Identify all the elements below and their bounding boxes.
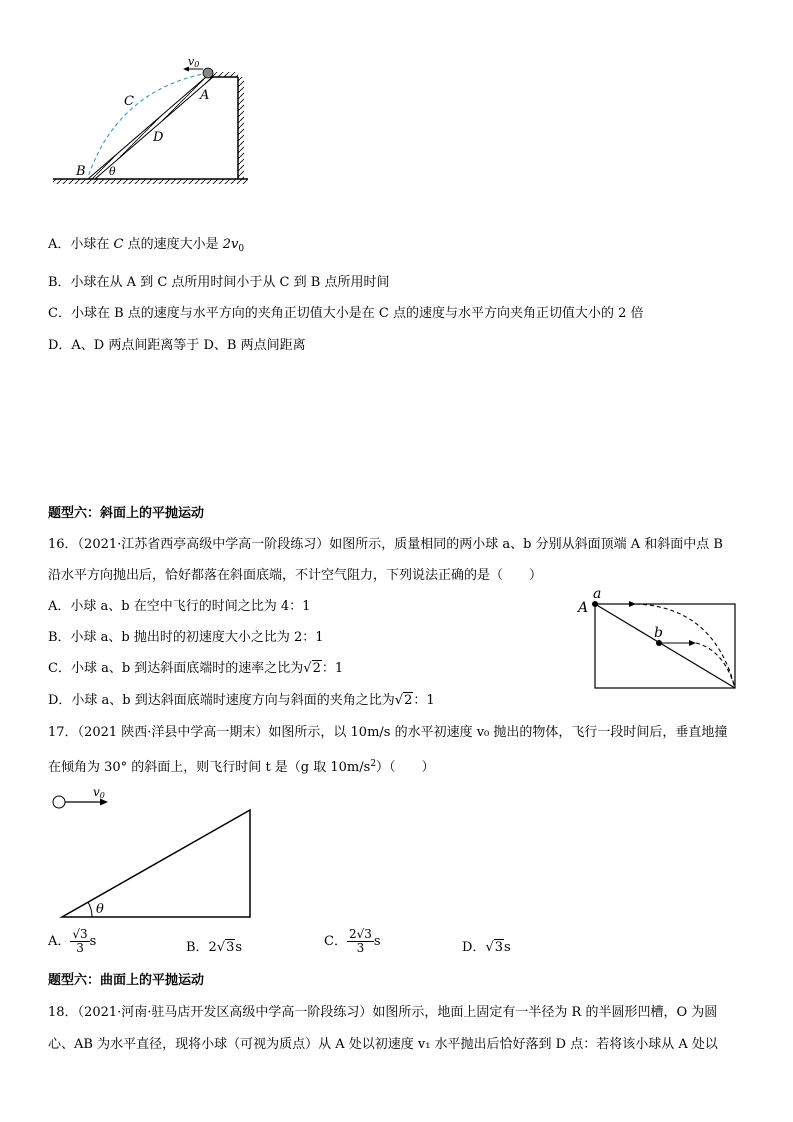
q16-trajectory-b bbox=[696, 643, 735, 688]
q15-option-a: A．小球在 C 点的速度大小是 $2v_0$ bbox=[48, 237, 245, 254]
q17-incline-figure bbox=[48, 785, 258, 925]
q16-option-c: C．小球 a、b 到达斜面底端时的速率之比为√2：1 bbox=[48, 661, 344, 676]
q17-stem-line1: 17．（2021 陕西·洋县中学高一期末）如图所示，以 10m/s 的水平初速度 v₀ 抛出的物体，飞行一段时间后，垂直地撞 bbox=[48, 725, 728, 740]
q16-label-A: A bbox=[578, 600, 589, 616]
q15-option-d: D．A、D 两点间距离等于 D、B 两点间距离 bbox=[48, 338, 306, 353]
label-a: A bbox=[200, 88, 210, 103]
trajectory-curve bbox=[88, 73, 208, 177]
section-heading-incline: 题型六：斜面上的平抛运动 bbox=[48, 506, 205, 521]
incline-surface bbox=[88, 77, 213, 179]
q16-option-d: D．小球 a、b 到达斜面底端时速度方向与斜面的夹角之比为√2：1 bbox=[48, 693, 435, 708]
q17-v0-label: v0 bbox=[93, 785, 105, 800]
q15-option-b: B．小球在从 A 到 C 点所用时间小于从 C 到 B 点所用时间 bbox=[48, 275, 390, 290]
ball bbox=[203, 68, 213, 78]
q17-option-b: B．2√3s bbox=[186, 940, 243, 955]
q16-trajectory-a bbox=[636, 604, 735, 688]
ground-hatch bbox=[53, 179, 248, 184]
section-heading-curve: 题型六：曲面上的平抛运动 bbox=[48, 973, 205, 988]
incline-projectile-figure bbox=[48, 55, 258, 190]
label-theta: θ bbox=[109, 165, 116, 178]
q16-stem-line2: 沿水平方向抛出后，恰好都落在斜面底端，不计空气阻力，下列说法正确的是（ ） bbox=[48, 568, 543, 583]
q16-arrowhead-a bbox=[629, 601, 636, 607]
label-c: C bbox=[124, 94, 134, 109]
q16-incline-figure bbox=[574, 585, 744, 695]
q16-option-b: B．小球 a、b 抛出时的初速度大小之比为 2：1 bbox=[48, 630, 324, 645]
q16-arrowhead-b bbox=[689, 640, 696, 646]
q17-ball bbox=[53, 796, 65, 808]
q16-option-a: A．小球 a、b 在空中飞行的时间之比为 4：1 bbox=[48, 599, 311, 614]
q16-label-b: b bbox=[654, 625, 663, 641]
wall-hatch bbox=[238, 77, 244, 179]
q18-stem-line2: 心、AB 为水平直径，现将小球（可视为质点）从 A 处以初速度 v₁ 水平抛出后恰好落到 D 点：若将该小球从 A 处以 bbox=[48, 1037, 718, 1052]
q17-theta-label: θ bbox=[96, 902, 104, 917]
q17-option-c: C． $\frac{2√3}{3}$ s bbox=[324, 927, 381, 955]
label-d: D bbox=[153, 130, 164, 145]
q15-option-c: C．小球在 B 点的速度与水平方向的夹角正切值大小是在 C 点的速度与水平方向夹角正切值大小的 2 倍 bbox=[48, 306, 644, 321]
q18-stem-line1: 18．（2021·河南·驻马店开发区高级中学高一阶段练习）如图所示，地面上固定有一半径为 R 的半圆形凹槽，O 为圆 bbox=[48, 1005, 718, 1020]
top-hatch bbox=[210, 72, 238, 77]
q17-stem-line2: 在倾角为 30° 的斜面上，则飞行时间 t 是（g 取 $10m/s^2$）（ ） bbox=[48, 759, 435, 775]
q16-stem-line1: 16．（2021·江苏省西亭高级中学高一阶段练习）如图所示，质量相同的两小球 a、b 分别从斜面顶端 A 和斜面中点 B bbox=[48, 537, 723, 552]
q16-incline bbox=[595, 604, 735, 688]
q17-option-a: A． $\frac{√3}{3}$ s bbox=[48, 927, 97, 955]
q17-triangle bbox=[62, 810, 250, 917]
q16-label-a: a bbox=[593, 586, 602, 602]
q17-option-d: D．√3s bbox=[462, 940, 511, 955]
label-b: B bbox=[76, 164, 86, 179]
v0-label: v0 bbox=[188, 55, 200, 69]
q17-angle-arc bbox=[88, 902, 92, 917]
